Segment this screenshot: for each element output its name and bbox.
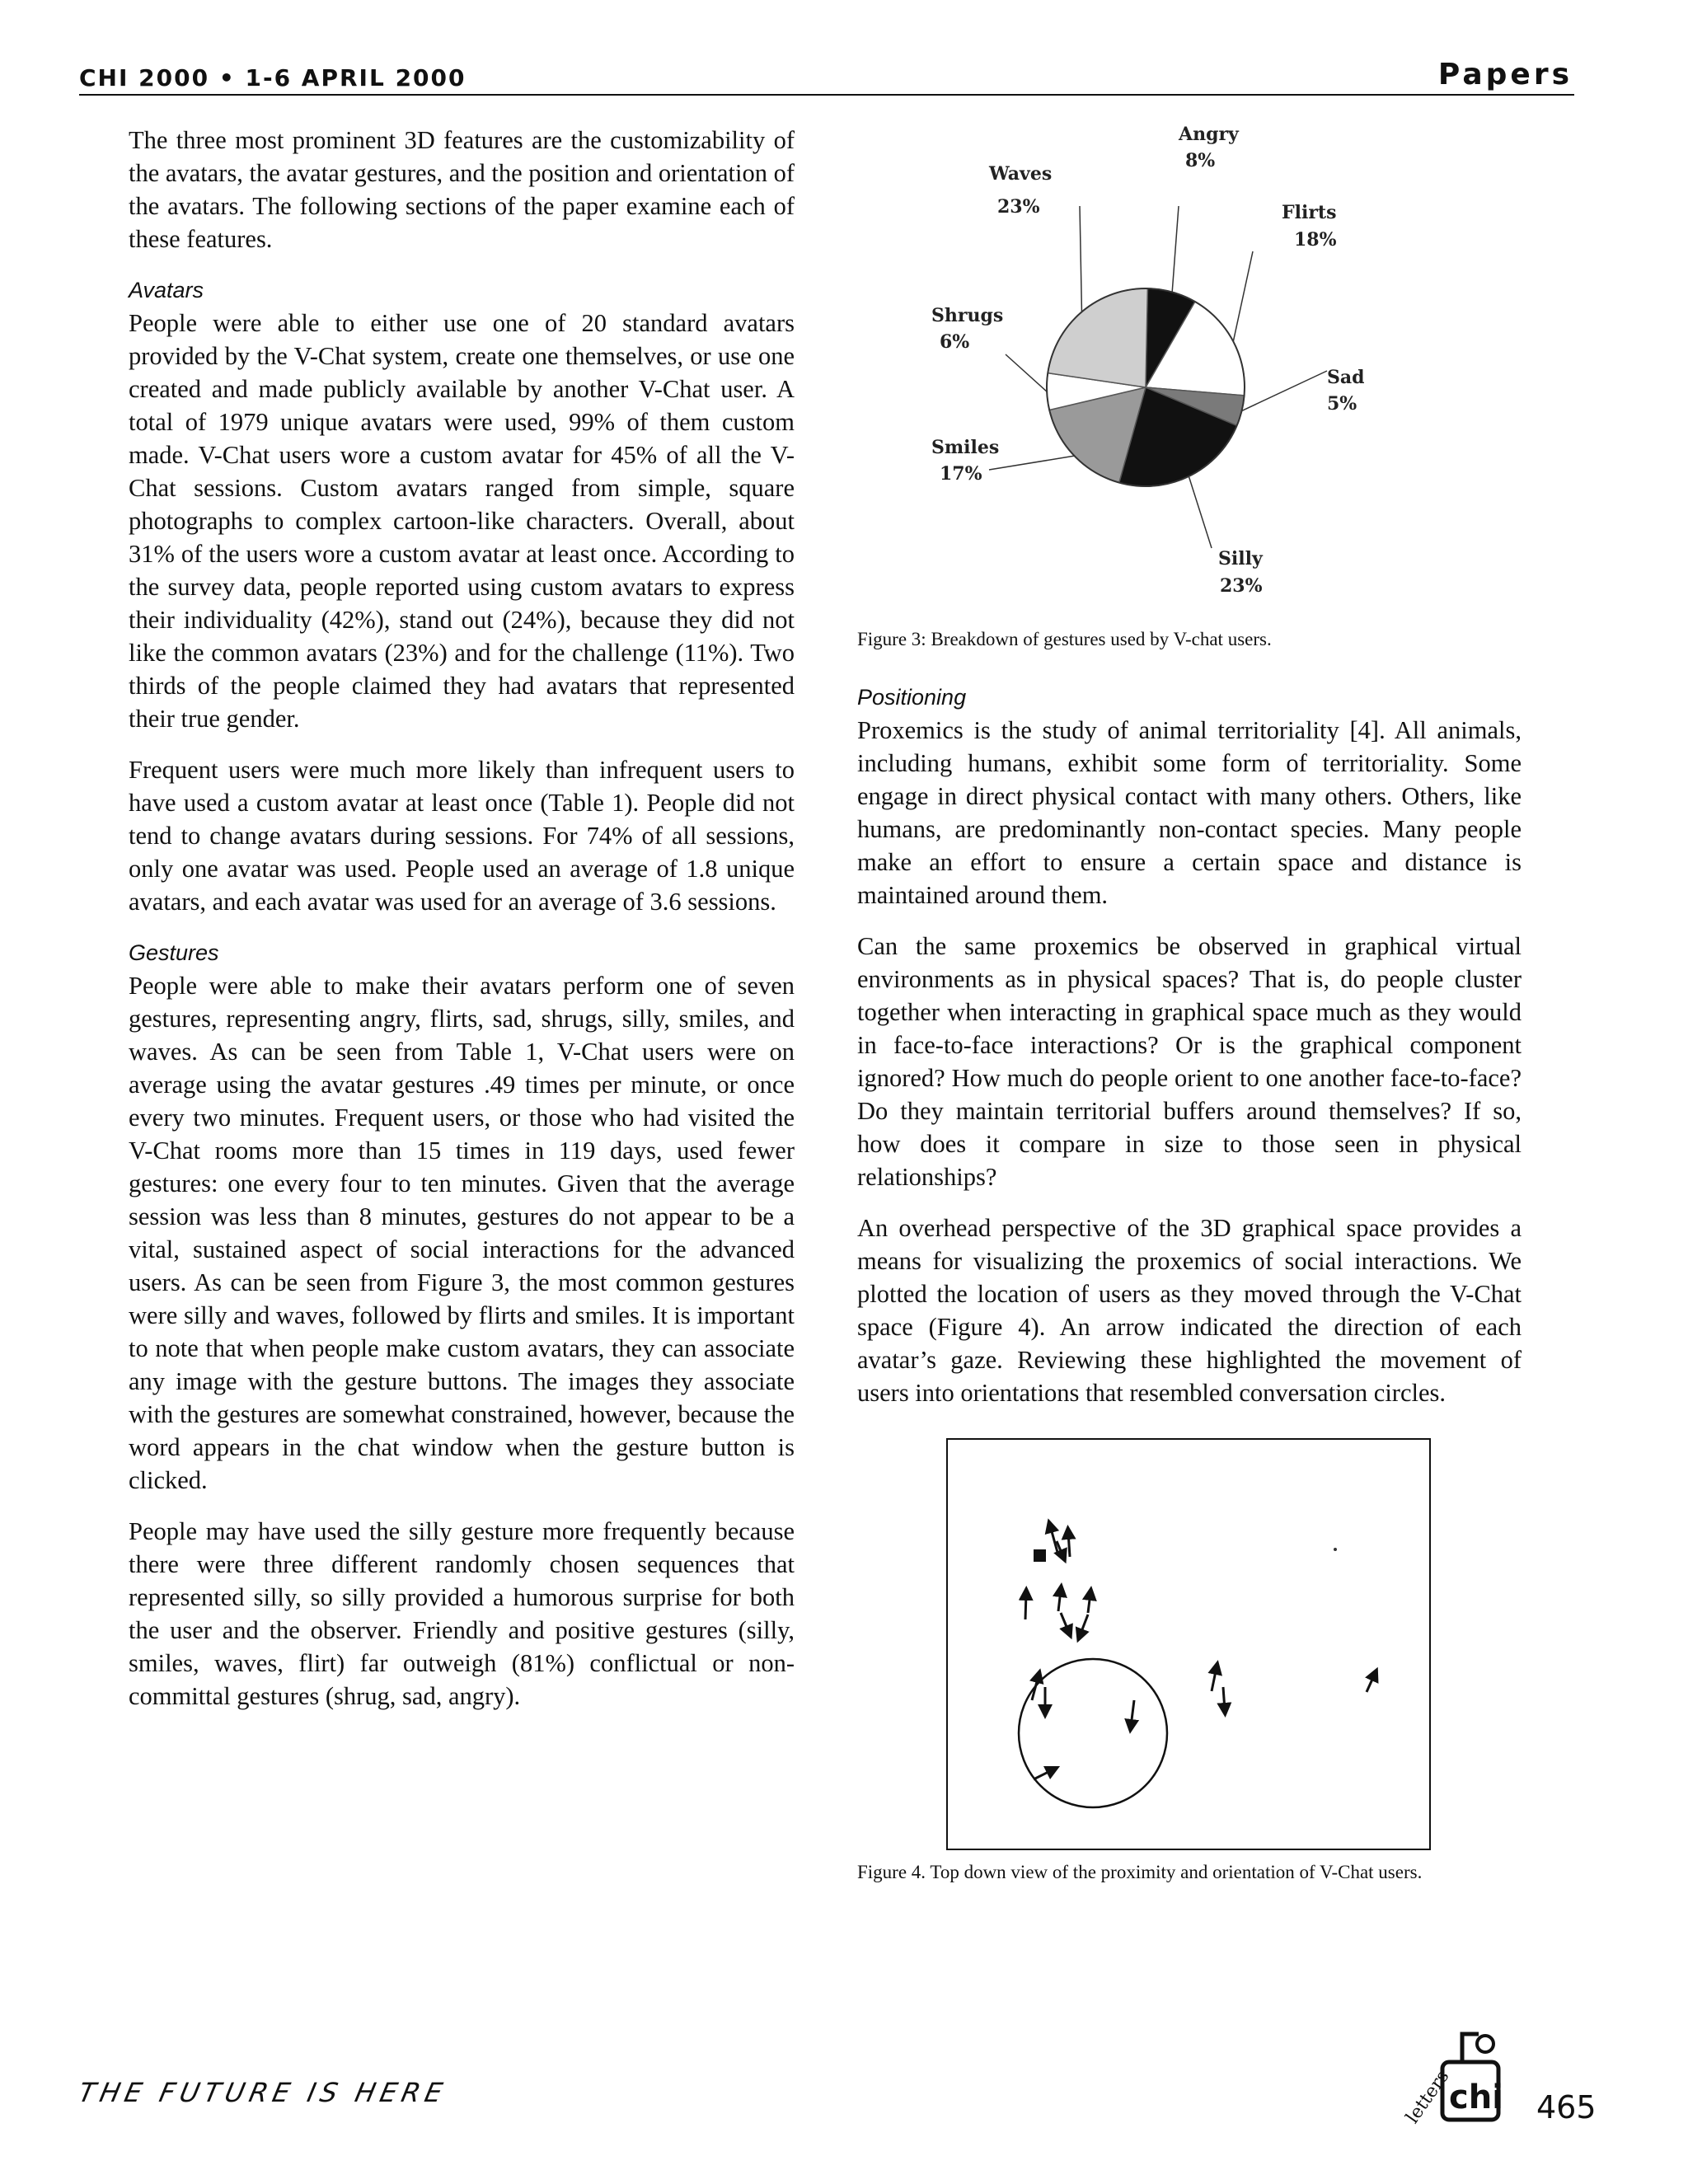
avatar-arrow (1367, 1674, 1375, 1692)
gestures-heading: Gestures (129, 940, 219, 965)
positioning-heading: Positioning (857, 685, 967, 710)
avatar-arrow (1131, 1700, 1134, 1727)
avatar-gaze-arrows (1025, 1526, 1375, 1779)
gesture-pie-chart (907, 115, 1368, 610)
avatar-arrow (1058, 1590, 1061, 1611)
avatar-arrow (1050, 1526, 1058, 1555)
pie-label-angry: Angry (1179, 124, 1239, 145)
chi-logo-icon (1393, 2011, 1541, 2135)
pie-value-shrugs: 6% (940, 331, 970, 353)
pie-leader-line (1233, 251, 1253, 341)
conversation-circle (1019, 1659, 1167, 1807)
svg-text:chi: chi (1449, 2079, 1503, 2116)
avatars-heading: Avatars (129, 278, 204, 302)
pie-label-waves: Waves (989, 163, 1053, 185)
avatar-arrow (1068, 1532, 1070, 1557)
pie-leader-line (1189, 476, 1212, 548)
pie-label-flirts: Flirts (1282, 202, 1337, 223)
stray-dot (1334, 1548, 1337, 1551)
avatars-paragraph-1: People were able to either use one of 20 standard avatars provided by the V-Chat system, create one themselves, or use one created and made publicly available by another V-Chat user. A total of 1979 unique avatars were used, 99% of them custom made. V-Chat users wore a custom avatar for 45% of all the V-Chat sessions. Custom avatars ranged from simple, square photographs to complex cartoon-like characters. Overall, about 31% of the users wore a custom avatar at least once. According to the survey data, people reported using custom avatars to express their individuality (42%), stand out (24%), because they did not like the common avatars (23%) and for the challenge (11%). Two thirds of the people claimed they had avatars that represented their true gender. (129, 309, 795, 733)
header-rule (79, 94, 1574, 96)
pie-leader-line (1242, 371, 1327, 411)
page-number: 465 (1536, 2089, 1597, 2125)
pie-value-angry: 8% (1185, 150, 1216, 171)
pie-value-silly: 23% (1220, 575, 1263, 597)
positioning-paragraph-2: Can the same proxemics be observed in graphical virtual environments as in physical spaces? That is, do people cluster together when interacting in graphical space much as they would in face-to-face interactions? Or is the graphical component ignored? How much do people orient to one another face-to-face? Do they maintain territorial buffers around themselves? If so, how does it compare in size to those seen in physical relationships? (857, 932, 1522, 1191)
pie-leader-line (1172, 206, 1179, 292)
avatar-arrow (1025, 1593, 1026, 1619)
pie-value-smiles: 17% (940, 463, 982, 485)
pie-label-shrugs: Shrugs (931, 305, 1004, 326)
avatar-arrow (1223, 1687, 1225, 1710)
proximity-figure (946, 1438, 1431, 1850)
positioning-paragraph-1: Proxemics is the study of animal territoriality [4]. All animals, including humans, exhibit some form of territoriality. Some engage in direct physical contact with many others. Others, like humans, are predominantly non-contact species. Many people make an effort to ensure a certain space and distance is maintained around them. (857, 716, 1522, 909)
pie-chart-svg (907, 115, 1368, 610)
avatar-arrow (1034, 1769, 1053, 1779)
positioning-paragraph-3: An overhead perspective of the 3D graphical space provides a means for visualizing the proxemics of social interactions. We plotted the location of users as they moved through the V-Chat space (Figure 4). An arrow indicated the direction of each avatar’s gaze. Reviewing these highlighted the movement of users into orientations that resembled conversation circles. (857, 1214, 1522, 1407)
chi-letters-logo (1393, 2011, 1541, 2135)
pie-slice-waves (1048, 288, 1147, 387)
avatar-arrow (1061, 1613, 1069, 1633)
pie-leader-line (1006, 354, 1047, 391)
right-column (857, 674, 1522, 1427)
section-header: Papers (1437, 58, 1573, 91)
svg-text:letters: letters (1402, 2066, 1454, 2128)
pie-value-flirts: 18% (1294, 229, 1337, 251)
avatar-arrow (1088, 1593, 1090, 1613)
pie-label-silly: Silly (1218, 548, 1263, 569)
pie-label-sad: Sad (1327, 367, 1365, 388)
left-column (129, 124, 795, 1731)
intro-paragraph: The three most prominent 3D features are the customizability of the avatars, the avatar gestures, and the position and orientation of the avatars. The following sections of the paper examine each of these features. (129, 126, 795, 253)
conference-header: CHI 2000 • 1-6 APRIL 2000 (79, 64, 467, 91)
avatars-paragraph-2: Frequent users were much more likely than infrequent users to have used a custom avatar at least once (Table 1). People did not tend to change avatars during sessions. For 74% of all sessions, only one avatar was used. People used an average of 1.8 unique avatars, and each avatar was used for an average of 3.6 sessions. (129, 756, 795, 916)
pie-label-smiles: Smiles (931, 437, 1000, 458)
avatar-square-marker (1034, 1549, 1046, 1562)
figure-4-caption: Figure 4. Top down view of the proximity and orientation of V-Chat users. (857, 1862, 1423, 1882)
footer-tagline: THE FUTURE IS HERE (75, 2077, 451, 2108)
pie-leader-line (989, 456, 1074, 470)
pie-value-waves: 23% (997, 196, 1040, 218)
figure-3-caption: Figure 3: Breakdown of gestures used by V-chat users. (857, 629, 1272, 649)
avatar-arrow (1080, 1615, 1088, 1636)
pie-leader-line (1080, 206, 1081, 312)
proximity-plot (948, 1440, 1432, 1852)
pie-value-sad: 5% (1327, 393, 1357, 415)
gestures-paragraph-1: People were able to make their avatars perform one of seven gestures, representing angry, flirts, sad, shrugs, silly, smiles, and waves. As can be seen from Table 1, V-Chat users were on average using the avatar gestures .49 times per minute, or once every two minutes. Frequent users, or those who had visited the V-Chat rooms more than 15 times in 119 days, used fewer gestures: one every four to ten minutes. Given that the average session was less than 8 minutes, gestures do not appear to be a vital, sustained aspect of social interactions for the advanced users. As can be seen from Figure 3, the most common gestures were silly and waves, followed by flirts and smiles. It is important to note that when people make custom avatars, they can associate any image with the gesture buttons. The images they associate with the gestures are somewhat constrained, however, because the word appears in the chat window when the gesture button is clicked. (129, 972, 795, 1494)
gestures-paragraph-2: People may have used the silly gesture more frequently because there were three different randomly chosen sequences that represented silly, so silly provided a humorous surprise for both the user and the observer. Friendly and positive gestures (silly, smiles, waves, flirt) far outweigh (81%) conflictual or non-committal gestures (shrug, sad, angry). (129, 1517, 795, 1710)
avatar-arrow (1212, 1667, 1217, 1691)
